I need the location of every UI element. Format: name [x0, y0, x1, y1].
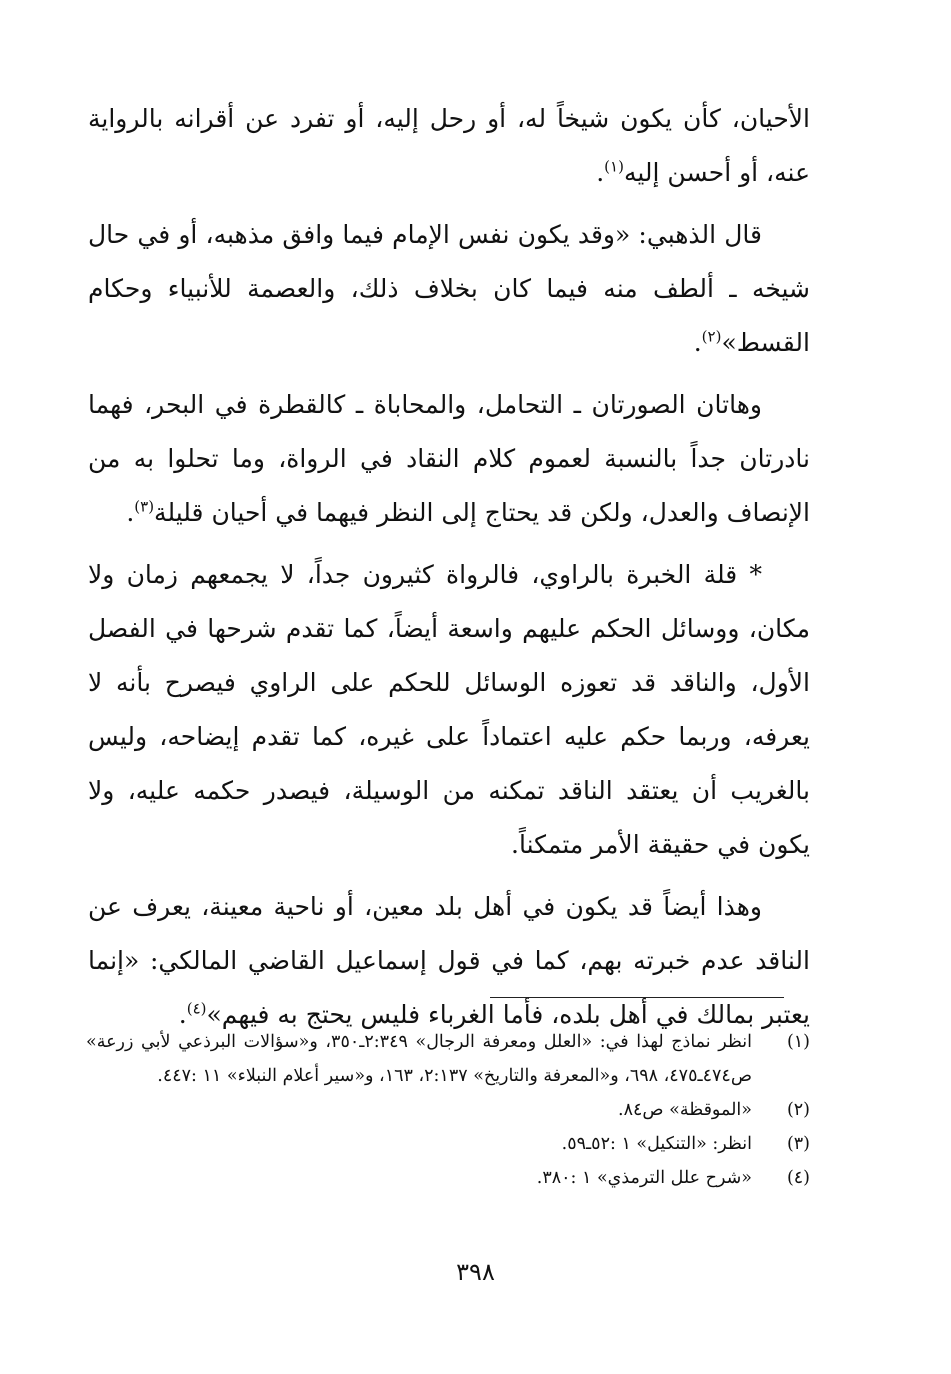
footnote-number: (٤) [786, 1168, 810, 1188]
footnote-separator [490, 997, 784, 998]
paragraph-end: . [596, 158, 605, 187]
footnote-4 [86, 1161, 810, 1195]
paragraph-3 [88, 378, 810, 540]
footnote-3 [86, 1127, 810, 1161]
footnote-reference: (٢) [701, 327, 722, 346]
footnotes [86, 1025, 810, 1195]
footnote-text: «شرح علل الترمذي» ١ :٣٨٠. [536, 1168, 752, 1188]
footnote-number: (٣) [786, 1134, 810, 1154]
footnote-number: (٢) [786, 1100, 810, 1120]
footnote-text: انظر نماذج لهذا في: «العلل ومعرفة الرجال» ٢:٣٤٩ـ٣٥٠، و«سؤالات البرذعي لأبي زرعة» ص٤٧٤ـ٤٧٥، ٦٩٨، و«المعرفة والتاريخ» ٢:١٣٧، ١٦٣، و«سير أعلام النبلاء» ١١ :٤٤٧. [86, 1032, 752, 1086]
paragraph-text: وهذا أيضاً قد يكون في أهل بلد معين، أو ناحية معينة، يعرف عن الناقد عدم خبرته بهم، كما في قول إسماعيل القاضي المالكي: «إنما يعتبر بمالك في أهل بلده، فأما الغرباء فليس يحتج به فيهم» [88, 892, 810, 1029]
footnote-reference: (٤) [186, 999, 207, 1018]
main-text [88, 92, 810, 1050]
paragraph-end: . [693, 328, 702, 357]
paragraph-text: * قلة الخبرة بالراوي، فالرواة كثيرون جداً، لا يجمعهم زمان ولا مكان، ووسائل الحكم عليهم واسعة أيضاً، كما تقدم شرحها في الفصل الأول، والناقد قد تعوزه الوسائل للحكم على الراوي فيصرح بأنه لا يعرفه، وربما حكم عليه اعتماداً على غيره، كما تقدم إيضاحه، وليس بالغريب أن يعتقد الناقد تمكنه من الوسيلة، فيصدر حكمه عليه، ولا يكون في حقيقة الأمر متمكناً. [88, 560, 810, 859]
paragraph-text: قال الذهبي: «وقد يكون نفس الإمام فيما وافق مذهبه، أو في حال شيخه ـ ألطف منه فيما كان بخلاف ذلك، والعصمة للأنبياء وحكام القسط» [88, 220, 810, 357]
footnote-reference: (١) [604, 157, 624, 176]
paragraph-5 [88, 880, 810, 1042]
paragraph-1 [88, 92, 810, 200]
paragraph-end: . [178, 1000, 187, 1029]
paragraph-end: . [126, 498, 135, 527]
footnote-number: (١) [786, 1032, 810, 1052]
paragraph-text: الأحيان، كأن يكون شيخاً له، أو رحل إليه، أو تفرد عن أقرانه بالرواية عنه، أو أحسن إليه [88, 104, 810, 187]
footnote-1 [86, 1025, 810, 1093]
footnote-2 [86, 1093, 810, 1127]
footnote-text: «الموقظة» ص٨٤. [618, 1100, 752, 1120]
paragraph-2 [88, 208, 810, 370]
footnote-reference: (٣) [134, 497, 155, 516]
paragraph-text: وهاتان الصورتان ـ التحامل، والمحاباة ـ كالقطرة في البحر، فهما نادرتان جداً بالنسبة لعموم كلام النقاد في الرواة، وما تحلوا به من الإنصاف والعدل، ولكن قد يحتاج إلى النظر فيهما في أحيان قليلة [88, 390, 810, 527]
page-number: ٣٩٨ [456, 1258, 495, 1286]
paragraph-4 [88, 548, 810, 872]
footnote-text: انظر: «التنكيل» ١ :٥٢ـ٥٩. [561, 1134, 752, 1154]
